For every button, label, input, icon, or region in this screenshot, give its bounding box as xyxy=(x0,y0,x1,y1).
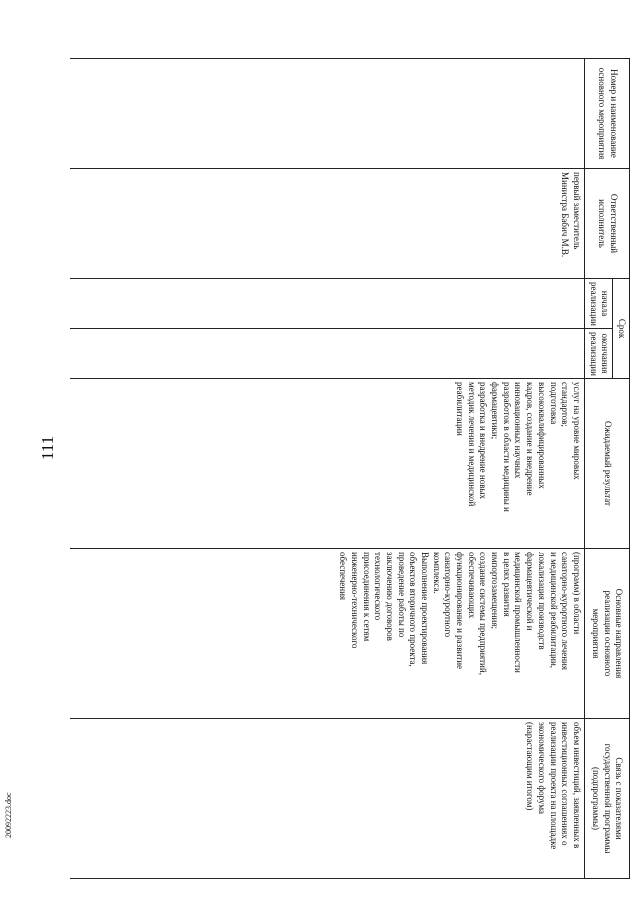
cell-term-start xyxy=(70,279,585,329)
header-term: Срок xyxy=(613,279,630,379)
page-number: 111 xyxy=(38,435,58,461)
header-expected-result: Ожидаемый результат xyxy=(584,379,629,549)
cell-expected-result: услуг на уровне мировых стандартов; подготовка высококвалифицированных кадров, создание и внедрение инновационных научных разработок в области медицины и фармацевтики; разработка и внедрение новых методик лечения и медицинской реабилитации xyxy=(70,379,585,549)
cell-indicators-link: объем инвестиций, заявленных в инвестиционных соглашениях о реализации проекта на площадке экономического форума (нарастающим итогом) xyxy=(70,719,585,879)
cell-term-end xyxy=(70,329,585,379)
header-indicators-link: Связь с показателями государственной программы (подпрограммы) xyxy=(584,719,629,879)
cell-number-name xyxy=(70,59,585,169)
header-number-name: Номер и наименование основного мероприятия xyxy=(584,59,629,169)
program-measures-table xyxy=(70,58,630,879)
header-term-end: окончания реализации xyxy=(584,329,612,379)
header-directions: Основные направления реализации основного мероприятия xyxy=(584,549,629,719)
program-table-sheet xyxy=(40,58,630,878)
cell-directions: (программ) в области санаторно-курортного лечения и медицинской реабилитации, локализация производств фармацевтической и медицинской промышленности в целях развития импортозамещения; создание системы предприятий, обеспечивающих функционирование и развитие санаторно-курортного комплекса. Выполнение проектирования объектов вторичного проекта, проведение работы по заключению договоров технологического присоединения к сетям инженерно-технического обеспечения xyxy=(70,549,585,719)
document-file-code: 20092223.doc xyxy=(4,792,13,838)
table-row xyxy=(70,59,585,879)
header-term-start: начала реализации xyxy=(584,279,612,329)
cell-executor: первый заместитель Министра Бабич М.В. xyxy=(70,169,585,279)
header-executor: Ответственный исполнитель xyxy=(584,169,629,279)
